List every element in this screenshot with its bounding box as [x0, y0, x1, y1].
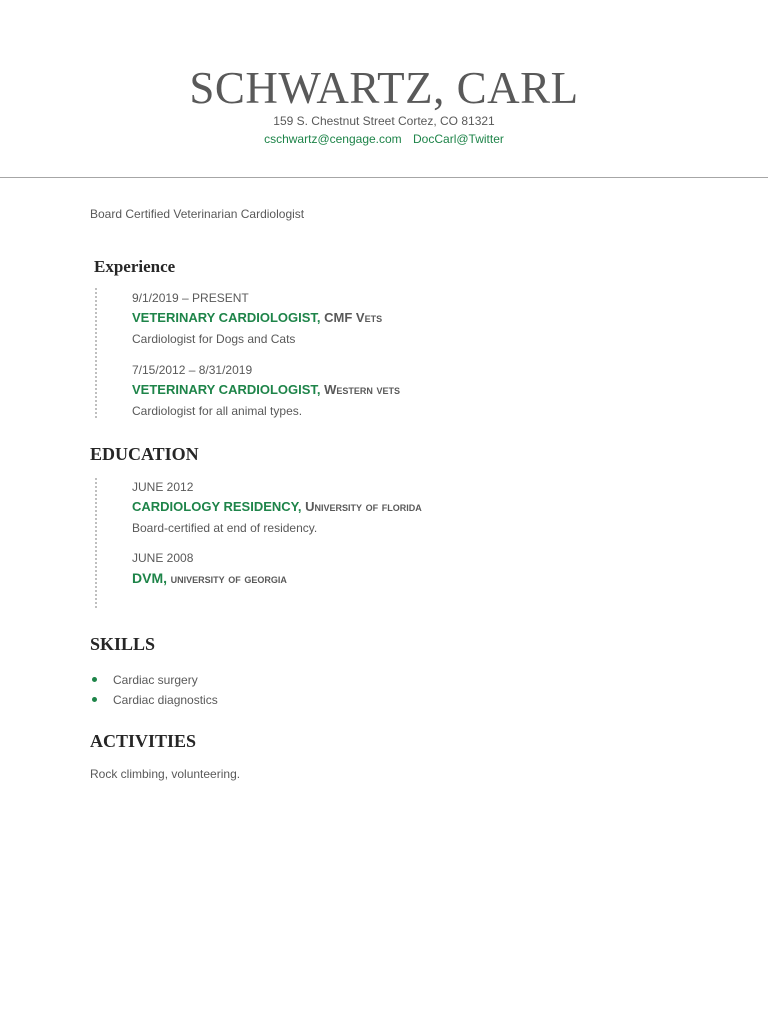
bullet-icon — [92, 697, 97, 702]
list-item — [90, 670, 218, 690]
contact-address: 159 S. Chestnut Street Cortez, CO 81321 — [273, 114, 495, 128]
entry-organization: university of georgia — [170, 571, 287, 586]
entry-description: Cardiologist for Dogs and Cats — [132, 332, 296, 346]
section-title-education: EDUCATION — [90, 444, 199, 464]
entry-role: CARDIOLOGY RESIDENCY, — [132, 499, 302, 514]
entry-role: VETERINARY CARDIOLOGIST, — [132, 382, 321, 397]
entry-date: JUNE 2012 — [132, 480, 194, 494]
entry-title — [132, 498, 422, 516]
skill-label: Cardiac diagnostics — [113, 693, 218, 707]
entry-date: JUNE 2008 — [132, 551, 194, 565]
contact-links — [0, 131, 768, 147]
contact-twitter[interactable]: DocCarl@Twitter — [413, 132, 504, 146]
section-title-activities: ACTIVITIES — [90, 731, 197, 751]
entry-organization: Western vets — [324, 382, 401, 397]
resume-header — [0, 0, 768, 178]
entry-description: Board-certified at end of residency. — [132, 521, 318, 535]
candidate-name: SCHWARTZ, CARL — [189, 63, 579, 113]
professional-summary: Board Certified Veterinarian Cardiologist — [90, 207, 305, 221]
entry-title — [132, 569, 287, 588]
experience-timeline — [95, 288, 97, 418]
entry-description: Cardiologist for all animal types. — [132, 404, 303, 418]
entry-title — [132, 309, 382, 327]
entry-organization: CMF Vets — [324, 310, 383, 325]
section-title-experience: Experience — [94, 257, 176, 276]
entry-date: 9/1/2019 – PRESENT — [132, 291, 249, 305]
list-item — [90, 690, 218, 710]
contact-email[interactable]: cschwartz@cengage.com — [264, 132, 402, 146]
experience-entry-1 — [132, 290, 382, 347]
activities-text: Rock climbing, volunteering. — [90, 767, 241, 781]
education-entry-1 — [132, 479, 422, 536]
section-title-skills: SKILLS — [90, 634, 156, 654]
bullet-icon — [92, 677, 97, 682]
entry-role: VETERINARY CARDIOLOGIST, — [132, 310, 321, 325]
entry-role: DVM, — [132, 570, 167, 586]
education-timeline — [95, 478, 97, 608]
entry-organization: University of florida — [305, 499, 422, 514]
entry-title — [132, 381, 400, 399]
entry-date: 7/15/2012 – 8/31/2019 — [132, 363, 253, 377]
experience-entry-2 — [132, 362, 400, 419]
skills-list — [90, 670, 218, 710]
education-entry-2 — [132, 550, 287, 588]
skill-label: Cardiac surgery — [113, 673, 198, 687]
